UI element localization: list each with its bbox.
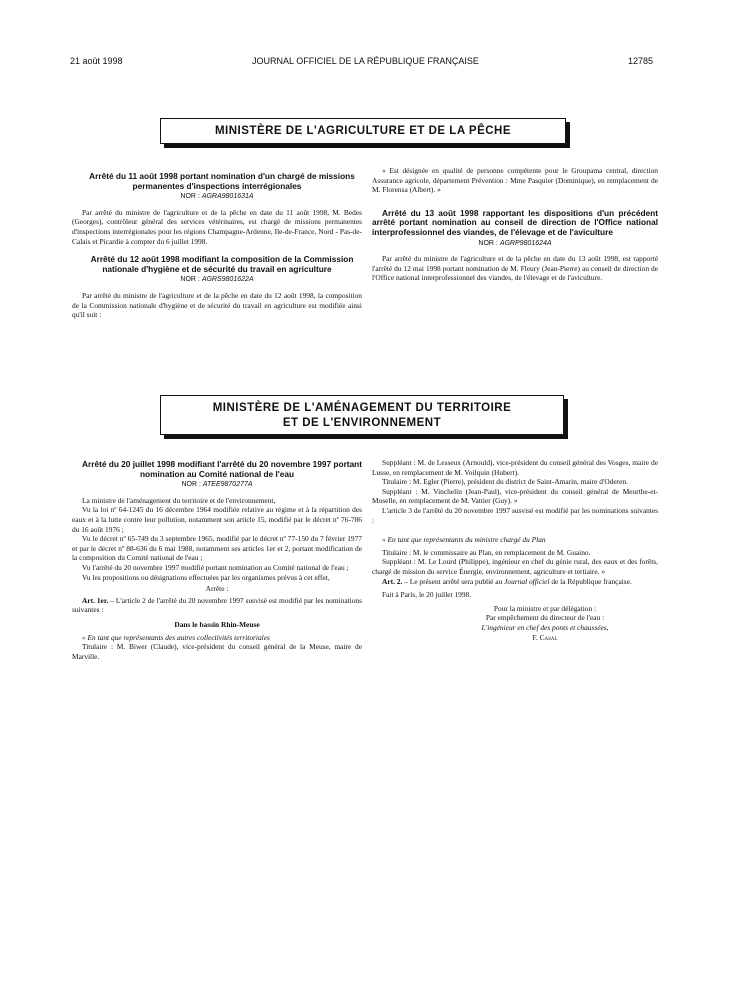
signature-block: Pour la ministre et par délégation : Par empêchement du directeur de l'eau : L'ingénieur en chef des ponts et chaussées, F. Casal xyxy=(432,604,658,642)
paragraph: Suppléant : M. de Lesseux (Arnould), vice-président du conseil général des Vosges, maire de Lusse, en remplacement de M. Voilquin (Hubert). xyxy=(372,458,658,477)
nor-line: NOR : ATEE9870277A xyxy=(181,481,253,489)
representatives-heading: « En tant que représentants du ministre chargé du Plan xyxy=(382,535,546,545)
article-2: Art. 2. – Le présent arrêté sera publié au Journal officiel de la République française. xyxy=(382,576,632,586)
nor-line: NOR : AGRS9801622A xyxy=(180,276,254,284)
arrete-title: Arrêté du 11 août 1998 portant nomination d'un chargé de missions permanentes d'inspections interrégionales xyxy=(89,171,355,191)
section2-right-column xyxy=(372,458,658,642)
paragraph: Titulaire : M. Biwer (Claude), vice-président du conseil général de la Meuse, maire de Marville. xyxy=(72,642,362,661)
section1-right-column xyxy=(372,166,658,283)
signatory-name: F. Casal xyxy=(532,632,558,642)
ministry-heading-agriculture: MINISTÈRE DE L'AGRICULTURE ET DE LA PÊCHE xyxy=(160,118,566,144)
nor-line: NOR : AGRA9801631A xyxy=(180,193,254,201)
basin-heading: Dans le bassin Rhin-Meuse xyxy=(174,619,260,629)
arrete-title: Arrêté du 20 juillet 1998 modifiant l'arrêté du 20 novembre 1997 portant nomination au Comité national de l'eau xyxy=(82,459,363,479)
arrete-body: Par arrêté du ministre de l'agriculture et de la pêche en date du 11 août 1998, M. Bedes (Georges), contrôleur général des services vétérinaires, est chargé de missions permanentes d'inspections interrégionales pour les régions Champagne-Ardenne, Ile-de-France, Nord - Pas-de-Calais et Picardie à compter du 6 juillet 1998. xyxy=(72,207,362,246)
ministry-heading-environment: MINISTÈRE DE L'AMÉNAGEMENT DU TERRITOIRE ET DE L'ENVIRONNEMENT xyxy=(160,395,564,435)
arrete-word: Arrête : xyxy=(205,584,229,594)
arrete-body: Par arrêté du ministre de l'agriculture et de la pêche en date du 13 août 1998, est rapporté l'arrêté du 12 mai 1998 portant nomination de M. Fleury (Jean-Pierre) au conseil de direction de l'Office national interprofessionnel des viandes, de l'élevage et de l'aviculture. xyxy=(372,254,658,283)
fait-line: Fait à Paris, le 20 juillet 1998. xyxy=(382,590,472,600)
paragraph: Vu la loi nº 64-1245 du 16 décembre 1964 modifiée relative au régime et à la répartition des eaux et à la lutte contre leur pollution, notamment son article 15, modifié par le décret nº 76-786 du 16 août 1976 ; xyxy=(72,505,362,534)
paragraph: L'article 3 de l'arrêté du 20 novembre 1997 susvisé est modifié par les nominations suivantes : xyxy=(372,505,658,525)
journal-title: JOURNAL OFFICIEL DE LA RÉPUBLIQUE FRANÇAISE xyxy=(252,56,479,66)
paragraph: La ministre de l'aménagement du territoire et de l'environnement, xyxy=(82,495,276,505)
paragraph: Titulaire : M. Egler (Pierre), président du district de Saint-Amarin, maire d'Oderen. xyxy=(382,477,628,487)
paragraph: Suppléant : M. Vinchelin (Jean-Paul), vice-président du conseil général de Meurthe-et-Moselle, en remplacement de M. Vattier (Guy). » xyxy=(372,486,658,506)
paragraph: Vu les propositions ou désignations effectuées par les organismes prévus à cet effet, xyxy=(82,572,330,582)
paragraph: Titulaire : M. le commissaire au Plan, en remplacement de M. Guaino. xyxy=(382,547,591,557)
arrete-body: Par arrêté du ministre de l'agriculture et de la pêche en date du 12 août 1998, la composition de la Commission nationale d'hygiène et de sécurité du travail en agriculture est modifiée ainsi qu'il suit : xyxy=(72,290,362,320)
header-date: 21 août 1998 xyxy=(70,56,123,66)
nor-line: NOR : AGRP9801624A xyxy=(478,239,552,247)
representatives-heading: « En tant que représentants des autres collectivités territoriales xyxy=(82,632,270,642)
arrete-title: Arrêté du 12 août 1998 modifiant la composition de la Commission nationale d'hygiène et de sécurité du travail en agriculture xyxy=(90,254,354,274)
section1-left-column xyxy=(72,172,362,320)
paragraph: Vu l'arrêté du 20 novembre 1997 modifié portant nomination au Comité national de l'eau ; xyxy=(82,562,349,572)
article-1: Art. 1er. – L'article 2 de l'arrêté du 20 novembre 1997 susvisé est modifié par les nominations suivantes : xyxy=(72,595,362,615)
page-number: 12785 xyxy=(628,56,654,66)
section2-left-column xyxy=(72,460,362,661)
paragraph: Vu le décret nº 65-749 du 3 septembre 1965, modifié par le décret nº 77-150 du 7 février 1977 et par le décret nº 88-636 du 6 mai 1988, notamment ses articles 1er et 2, portant modification de la composition du Comité national de l'eau ; xyxy=(72,534,362,563)
arrete-body-continuation: « Est désignée en qualité de personne compétente pour le Groupama central, direction Assurance agricole, département Prévention : Mme Pasquier (Dominique), en remplacement de M. Florensa (Albert). » xyxy=(372,166,658,195)
arrete-title: Arrêté du 13 août 1998 rapportant les dispositions d'un précédent arrêté portant nomination au conseil de direction de l'Office national interprofessionnel des viandes, de l'élevage et de l'aviculture xyxy=(372,207,658,237)
paragraph: Suppléant : M. Le Lourd (Philippe), ingénieur en chef du génie rural, des eaux et des forêts, chargé de mission du service Énergie, environnement, agriculture et tertiaire. » xyxy=(372,557,658,576)
